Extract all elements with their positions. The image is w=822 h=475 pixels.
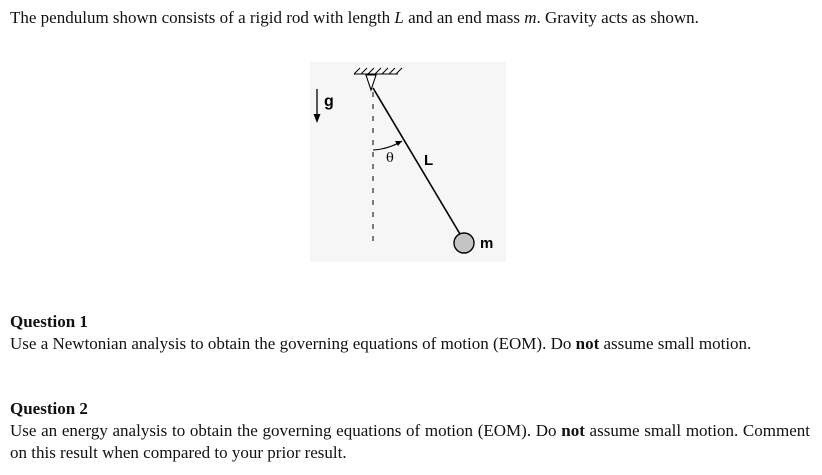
gravity-label: g [324, 93, 334, 110]
circle-bob-icon [454, 233, 474, 253]
angle-label: θ [386, 151, 394, 166]
pendulum-diagram [310, 62, 506, 262]
mass-label: m [480, 235, 494, 252]
question-2-title: Question 2 [10, 399, 88, 418]
pendulum-figure [310, 62, 506, 262]
question-2-text-before: Use an energy analysis to obtain the governing equations of motion (EOM). Do [10, 421, 562, 440]
length-variable: L [394, 8, 404, 27]
question-1-title: Question 1 [10, 312, 88, 331]
question-2-emphasis: not [561, 421, 585, 440]
length-label: L [424, 152, 434, 169]
question-1-body [10, 333, 810, 355]
problem-statement [10, 7, 699, 29]
mass-variable: m [524, 8, 537, 27]
intro-text-1: The pendulum shown consists of a rigid rod with length [10, 8, 395, 27]
question-1-emphasis: not [575, 334, 600, 353]
question-1-text-before: Use a Newtonian analysis to obtain the governing equations of motion (EOM). Do [10, 334, 576, 353]
question-2 [10, 398, 810, 464]
question-1-text-after: assume small motion. [599, 334, 752, 353]
question-2-text-after: assume small motion. Comment on this result when compared to your prior result. [10, 421, 810, 462]
question-2-body [10, 420, 810, 464]
figure-background [310, 62, 506, 262]
intro-text-3: . Gravity acts as shown. [536, 8, 699, 27]
question-1 [10, 311, 810, 355]
intro-text-2: and an end mass [403, 8, 525, 27]
